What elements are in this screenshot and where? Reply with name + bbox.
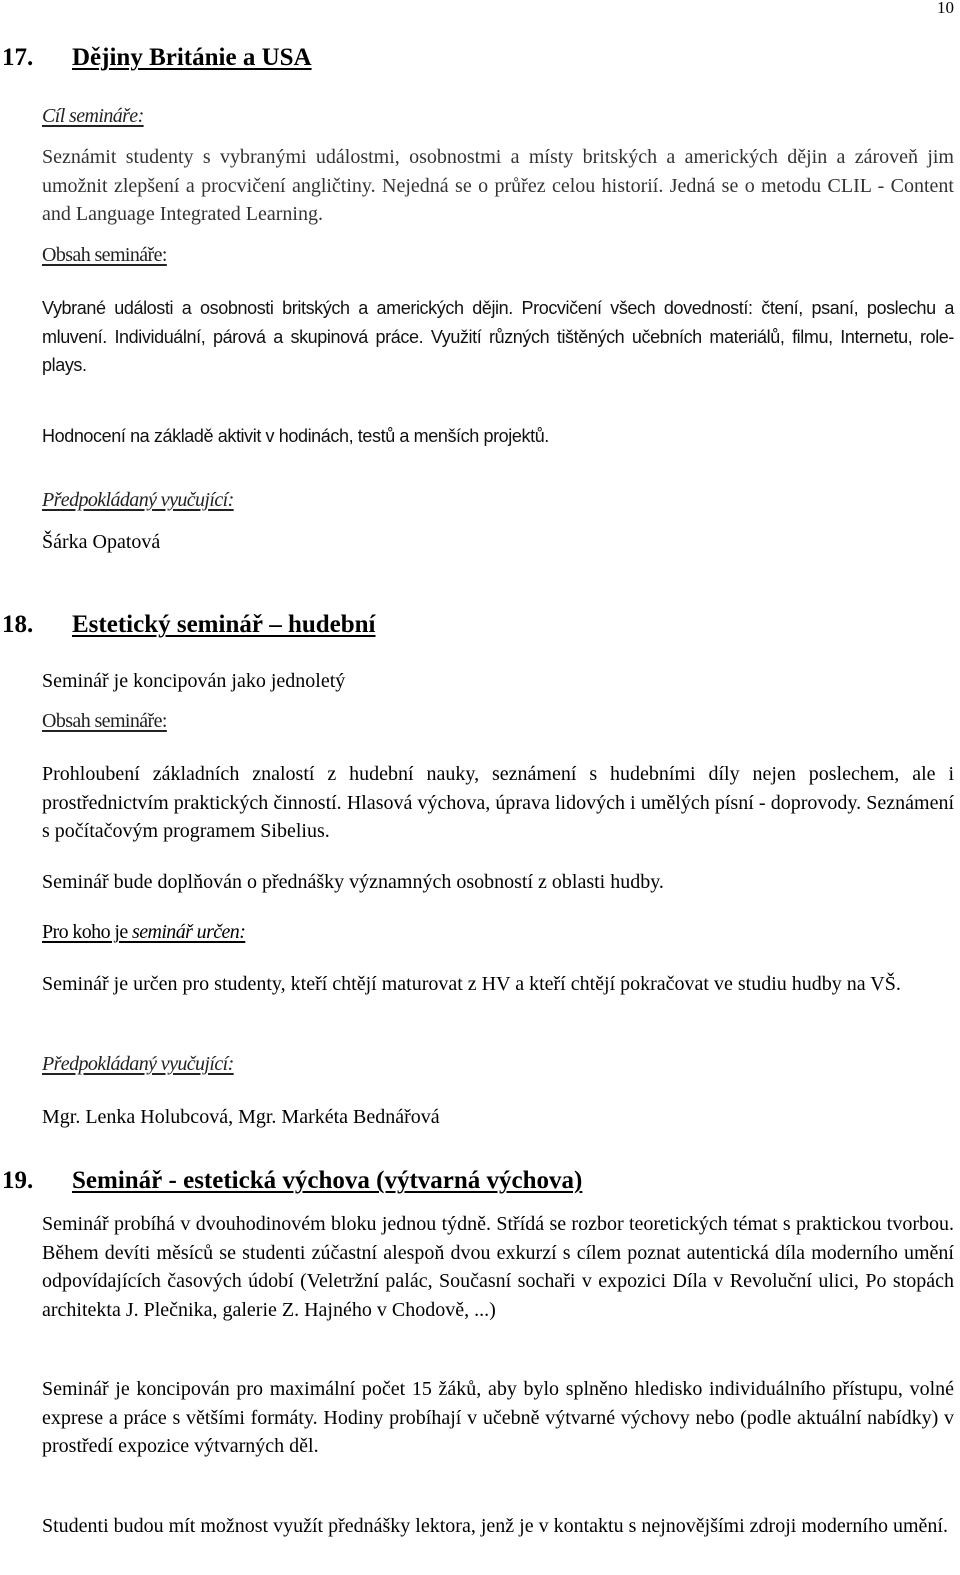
section-19-heading xyxy=(2,1167,582,1195)
body-paragraph-3: Studenti budou mít možnost využít přednášky lektora, jenž je v kontaktu s nejnovějšími zdroji moderního umění. xyxy=(42,1515,948,1537)
section-title: Seminář - estetická výchova (výtvarná výchova) xyxy=(72,1167,583,1194)
audience-paragraph: Seminář je určen pro studenty, kteří chtějí maturovat z HV a kteří chtějí pokračovat ve studiu hudby na VŠ. xyxy=(42,973,901,995)
teacher-heading: Předpokládaný vyučující: xyxy=(42,489,234,511)
audience-heading xyxy=(42,921,245,944)
section-title: Dějiny Británie a USA xyxy=(72,44,312,71)
content-paragraph: Vybrané události a osobnosti britských a amerických dějin. Procvičení všech dovedností: čtení, psaní, poslechu a mluvení. Individuální, párová a skupinová práce. Využití různých tištěných učebních materiálů, filmu, Internetu, role-plays. xyxy=(42,298,954,376)
body-paragraph-2: Seminář je koncipován pro maximální počet 15 žáků, aby bylo splněno hledisko individuálního přístupu, volné exprese a práce s většími formáty. Hodiny probíhají v učebně výtvarné výchovy nebo (podle aktuální nabídky) v prostředí expozice výtvarných děl. xyxy=(42,1378,954,1458)
lectures-paragraph: Seminář bude doplňován o přednášky významných osobností z oblasti hudby. xyxy=(42,871,664,893)
content-heading: Obsah semináře: xyxy=(42,710,167,732)
content-paragraph: Prohloubení základních znalostí z hudební nauky, seznámení s hudebními díly nejen poslechem, ale i prostřednictvím praktických činností. Hlasová výchova, úprava lidových i umělých písní - doprovody. Seznámení s počítačovým programem Sibelius. xyxy=(42,763,954,843)
goal-paragraph: Seznámit studenty s vybranými událostmi, osobnostmi a místy britských a amerických dějin a zároveň jim umožnit zlepšení a procvičení angličtiny. Nejedná se o průřez celou historií. Jedná se o metodu CLIL - Content and Language Integrated Learning. xyxy=(42,146,954,226)
teacher-name: Mgr. Lenka Holubcová, Mgr. Markéta Bednářová xyxy=(42,1106,440,1128)
intro-paragraph: Seminář je koncipován jako jednoletý xyxy=(42,670,346,692)
section-number: 19. xyxy=(2,1167,34,1194)
teacher-heading: Předpokládaný vyučující: xyxy=(42,1053,234,1075)
audience-heading-plain: Pro koho je xyxy=(42,921,133,943)
section-17-heading xyxy=(2,44,312,72)
goal-heading: Cíl semináře: xyxy=(42,105,144,127)
page-number: 10 xyxy=(937,0,954,17)
assessment-paragraph: Hodnocení na základě aktivit v hodinách, testů a menších projektů. xyxy=(42,426,549,446)
audience-heading-italic: seminář určen: xyxy=(132,921,246,943)
section-number: 18. xyxy=(2,611,34,638)
section-18-heading xyxy=(2,611,376,639)
content-heading: Obsah semináře: xyxy=(42,244,167,266)
body-paragraph-1: Seminář probíhá v dvouhodinovém bloku jednou týdně. Střídá se rozbor teoretických témat s praktickou tvorbou. Během devíti měsíců se studenti zúčastní alespoň dvou exkurzí s cílem poznat autentická díla moderního umění odpovídajících časových údobí (Veletržní palác, Současní sochaři v expozici Díla v Revoluční ulici, Po stopách architekta J. Plečnika, galerie Z. Hajného v Chodově, ...) xyxy=(42,1213,954,1321)
section-number: 17. xyxy=(2,44,34,71)
teacher-name: Šárka Opatová xyxy=(42,531,161,553)
section-title: Estetický seminář – hudební xyxy=(72,611,376,638)
